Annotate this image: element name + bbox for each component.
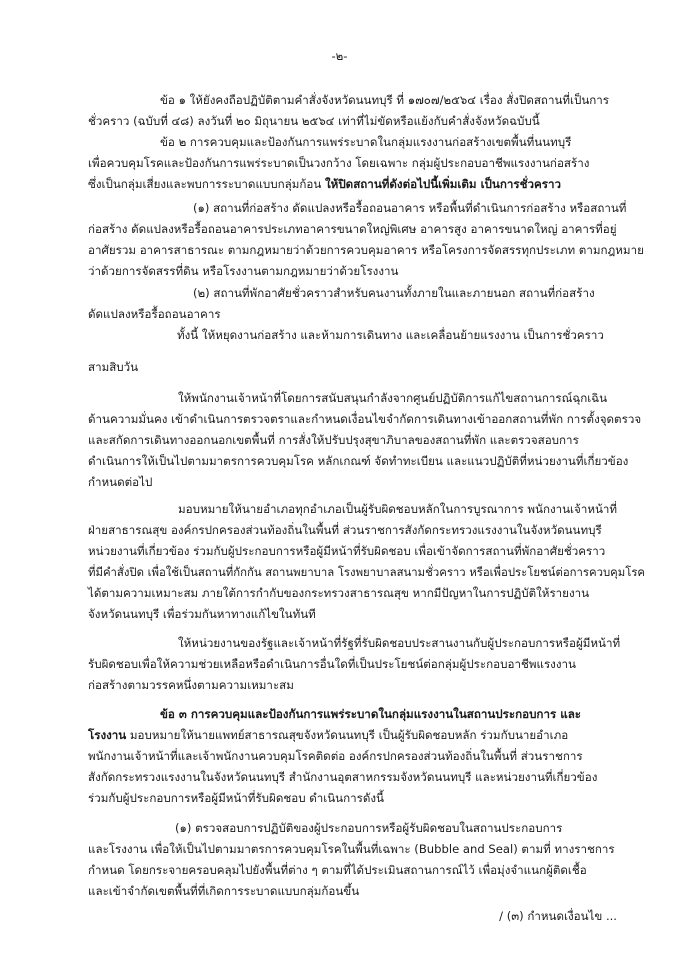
text-line: และโรงงาน เพื่อให้เป็นไปตามมาตรการควบคุมโรคในพื้นที่เฉพาะ (Bubble and Seal) ตามที่ ทางราชการ (88, 842, 615, 856)
text-line: (๑) สถานที่ก่อสร้าง ดัดแปลงหรือรื้อถอนอาคาร หรือพื้นที่ดำเนินการก่อสร้าง หรือสถานที่ (193, 201, 627, 215)
text-segment: ซึ่งเป็นกลุ่มเสี่ยงและพบการระบาดแบบกลุ่มก้อน (88, 177, 322, 191)
section-heading: ข้อ ๓ การควบคุมและป้องกันการแพร่ระบาดในกลุ่มแรงงานในสถานประกอบการ และ (160, 707, 582, 721)
text-line: และเข้าจำกัดเขตพื้นที่ที่เกิดการระบาดแบบกลุ่มก้อนขึ้น (88, 884, 360, 898)
text-line: ได้ตามความเหมาะสม ภายใต้การกำกับของกระทรวงสาธารณสุข หากมีปัญหาในการปฏิบัติให้รายงาน (88, 586, 590, 600)
text-line: ให้พนักงานเจ้าหน้าที่โดยการสนับสนุนกำลังจากศูนย์ปฏิบัติการแก้ไขสถานการณ์ฉุกเฉิน (178, 391, 608, 405)
text-segment: มอบหมายให้นายแพทย์สาธารณสุขจังหวัดนนทบุรี เป็นผู้รับผิดชอบหลัก ร่วมกับนายอำเภอ (129, 728, 569, 742)
text-line: ก่อสร้างตามวรรคหนึ่งตามความเหมาะสม (88, 678, 294, 692)
text-line: ก่อสร้าง ดัดแปลงหรือรื้อถอนอาคารประเภทอาคารขนาดใหญ่พิเศษ อาคารสูง อาคารขนาดใหญ่ อาคารที่อยู่ (88, 222, 617, 236)
text-line: อาศัยรวม อาคารสาธารณะ ตามกฎหมายว่าด้วยการควบคุมอาคาร หรือโครงการจัดสรรทุกประเภท ตามกฎหมาย (88, 243, 644, 257)
text-line: (๑) ตรวจสอบการปฏิบัติของผู้ประกอบการหรือผู้รับผิดชอบในสถานประกอบการ (175, 821, 563, 835)
text-line: หน่วยงานที่เกี่ยวข้อง ร่วมกับผู้ประกอบการหรือผู้มีหน้าที่รับผิดชอบ เพื่อเข้าจัดการสถานที่พักอาศัยชั่วคราว (88, 544, 606, 558)
text-line: ว่าด้วยการจัดสรรที่ดิน หรือโรงงานตามกฎหมายว่าด้วยโรงงาน (88, 264, 399, 278)
text-line: และสกัดการเดินทางออกนอกเขตพื้นที่ การสั่งให้ปรับปรุงสุขาภิบาลของสถานที่พัก และตรวจสอบการ (88, 433, 579, 447)
text-line: ข้อ ๑ ให้ยังคงถือปฏิบัติตามคำสั่งจังหวัดนนทบุรี ที่ ๑๗๐๗/๒๕๖๔ เรื่อง สั่งปิดสถานที่เป็นการ (160, 93, 610, 107)
text-line (88, 725, 568, 746)
text-line: ดำเนินการให้เป็นไปตามมาตรการควบคุมโรค หลักเกณฑ์ จัดทำทะเบียน และแนวปฏิบัติที่หน่วยงานที่เกี่ยวข้อง (88, 454, 629, 468)
text-line: รับผิดชอบเพื่อให้ความช่วยเหลือหรือดำเนินการอื่นใดที่เป็นประโยชน์ต่อกลุ่มผู้ประกอบอาชีพแรงงาน (88, 657, 576, 671)
text-line: กำหนดต่อไป (88, 475, 153, 489)
continuation-note: / (๓) กำหนดเงื่อนไข ... (499, 909, 617, 923)
page-number: -๒- (331, 49, 348, 63)
text-line: พนักงานเจ้าหน้าที่และเจ้าพนักงานควบคุมโรคติดต่อ องค์กรปกครองส่วนท้องถิ่นในพื้นที่ ส่วนราชการ (88, 749, 583, 763)
text-line: เพื่อควบคุมโรคและป้องกันการแพร่ระบาดเป็นวงกว้าง โดยเฉพาะ กลุ่มผู้ประกอบอาชีพแรงงานก่อสร้าง (88, 156, 590, 170)
text-line: ฝ่ายสาธารณสุข องค์กรปกครองส่วนท้องถิ่นในพื้นที่ ส่วนราชการสังกัดกระทรวงแรงงานในจังหวัดนนทบุรี (88, 523, 602, 537)
text-line: ดัดแปลงหรือรื้อถอนอาคาร (88, 307, 221, 321)
text-line: สามสิบวัน (88, 360, 139, 374)
text-line: มอบหมายให้นายอำเภอทุกอำเภอเป็นผู้รับผิดชอบหลักในการบูรณาการ พนักงานเจ้าหน้าที่ (178, 502, 618, 516)
text-line: กำหนด โดยกระจายครอบคลุมไปยังพื้นที่ต่าง ๆ ตามที่ได้ประเมินสถานการณ์ไว้ เพื่อมุ่งจำแนกผู้ติดเชื้อ (88, 863, 587, 877)
bold-text-segment: โรงงาน (88, 728, 127, 742)
text-line: ทั้งนี้ ให้หยุดงานก่อสร้าง และห้ามการเดินทาง และเคลื่อนย้ายแรงงาน เป็นการชั่วคราว (177, 328, 604, 342)
text-line: ชั่วคราว (ฉบับที่ ๔๘) ลงวันที่ ๒๐ มิถุนายน ๒๕๖๔ เท่าที่ไม่ขัดหรือแย้งกับคำสั่งจังหวัดฉบับนี้ (88, 114, 540, 128)
text-line: ให้หน่วยงานของรัฐและเจ้าหน้าที่รัฐที่รับผิดชอบประสานงานกับผู้ประกอบการหรือผู้มีหน้าที่ (178, 636, 621, 650)
text-line: สังกัดกระทรวงแรงงานในจังหวัดนนทบุรี สำนักงานอุตสาหกรรมจังหวัดนนทบุรี และหน่วยงานที่เกี่ยวข้อง (88, 770, 598, 784)
text-line (88, 174, 561, 195)
text-line: ข้อ ๒ การควบคุมและป้องกันการแพร่ระบาดในกลุ่มแรงงานก่อสร้างเขตพื้นที่นนทบุรี (160, 135, 572, 149)
text-line: (๒) สถานที่พักอาศัยชั่วคราวสำหรับคนงานทั้งภายในและภายนอก สถานที่ก่อสร้าง (193, 286, 595, 300)
text-line: ด้านความมั่นคง เข้าดำเนินการตรวจตราและกำหนดเงื่อนไขจำกัดการเดินทางเข้าออกสถานที่พัก การตั้งจุดตรวจ (88, 412, 642, 426)
text-line: ร่วมกับผู้ประกอบการหรือผู้มีหน้าที่รับผิดชอบ ดำเนินการดังนี้ (88, 791, 384, 805)
bold-text-segment: ให้ปิดสถานที่ดังต่อไปนี้เพิ่มเติม เป็นการชั่วคราว (325, 177, 561, 191)
text-line: จังหวัดนนทบุรี เพื่อร่วมกันหาทางแก้ไขในทันที (88, 607, 316, 621)
text-line: ที่มีคำสั่งปิด เพื่อใช้เป็นสถานที่กักกัน สถานพยาบาล โรงพยาบาลสนามชั่วคราว หรือเพื่อประโยชน์ต่อการควบคุมโรค (88, 565, 646, 579)
